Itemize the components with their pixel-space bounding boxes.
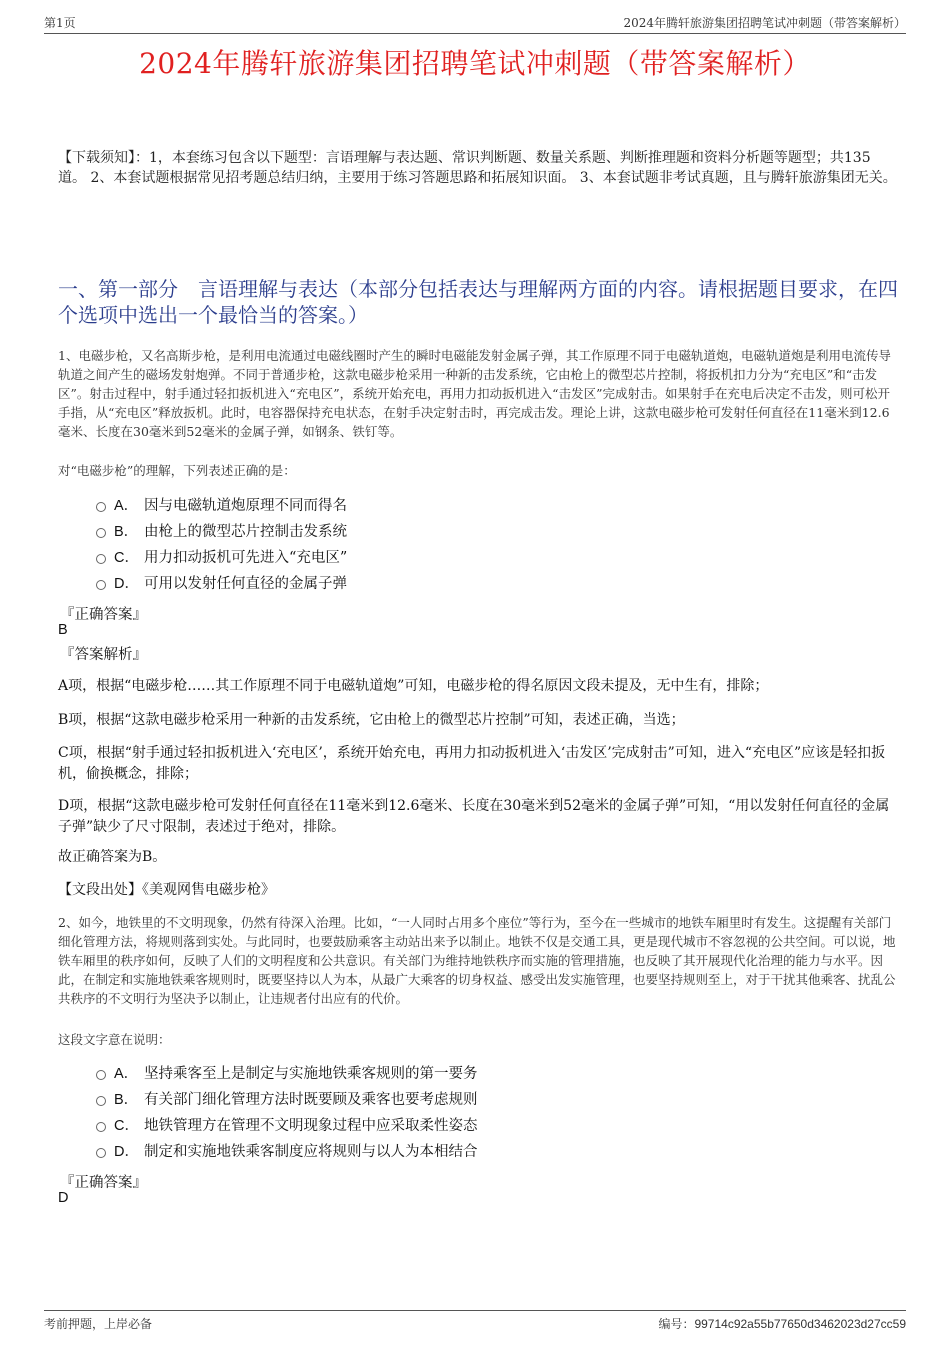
option-text: 因与电磁轨道炮原理不同而得名 bbox=[144, 498, 347, 514]
option-text: 制定和实施地铁乘客制度应将规则与以人为本相结合 bbox=[144, 1144, 478, 1160]
question-2-option-d[interactable] bbox=[96, 1141, 478, 1163]
question-2-option-c[interactable] bbox=[96, 1115, 478, 1137]
page-number: 第1页 bbox=[44, 16, 76, 30]
radio-icon[interactable] bbox=[96, 502, 106, 512]
question-1-option-a[interactable] bbox=[96, 495, 347, 517]
option-letter: A． bbox=[114, 498, 139, 514]
radio-icon[interactable] bbox=[96, 580, 106, 590]
analysis-conclusion: 故正确答案为B。 bbox=[58, 849, 167, 865]
footer-code-value: 99714c92a55b77650d3462023d27cc59 bbox=[694, 1317, 906, 1331]
option-text: 用力扣动扳机可先进入“充电区” bbox=[144, 550, 348, 566]
question-2-stem: 这段文字意在说明： bbox=[58, 1032, 171, 1047]
radio-icon[interactable] bbox=[96, 1096, 106, 1106]
radio-icon[interactable] bbox=[96, 1148, 106, 1158]
question-2-option-a[interactable] bbox=[96, 1063, 478, 1085]
header-doc-title: 2024年腾轩旅游集团招聘笔试冲刺题（带答案解析） bbox=[623, 16, 906, 30]
option-letter: D． bbox=[114, 1144, 139, 1160]
option-text: 地铁管理方在管理不文明现象过程中应采取柔性姿态 bbox=[144, 1118, 478, 1134]
analysis-line-a: A项，根据“电磁步枪……其工作原理不同于电磁轨道炮”可知，电磁步枪的得名原因文段未提及，无中生有，排除； bbox=[58, 678, 769, 694]
question-1-option-d[interactable] bbox=[96, 573, 347, 595]
option-text: 有关部门细化管理方法时既要顾及乘客也要考虑规则 bbox=[144, 1092, 478, 1108]
question-1-option-c[interactable] bbox=[96, 547, 347, 569]
question-1-option-b[interactable] bbox=[96, 521, 347, 543]
footer-slogan: 考前押题，上岸必备 bbox=[44, 1317, 153, 1331]
option-text: 由枪上的微型芯片控制击发系统 bbox=[144, 524, 347, 540]
option-letter: C． bbox=[114, 550, 139, 566]
option-letter: B． bbox=[114, 524, 139, 540]
option-text: 坚持乘客至上是制定与实施地铁乘客规则的第一要务 bbox=[144, 1066, 478, 1082]
option-letter: C． bbox=[114, 1118, 139, 1134]
footer-divider bbox=[44, 1310, 906, 1311]
footer-code bbox=[658, 1315, 906, 1332]
question-2-passage: 2、如今，地铁里的不文明现象，仍然有待深入治理。比如，“一人同时占用多个座位”等行为，至今在一些城市的地铁车厢里时有发生。这提醒有关部门细化管理方法，将规则落到实处。与此同时，也要鼓励乘客主动站出来予以制止。地铁不仅是交通工具，更是现代城市不容忽视的公共空间。可以说，地铁车厢里的秩序如何，反映了人们的文明程度和公共意识。有关部门为维持地铁秩序而实施的管理措施，也反映了其开展现代化治理的能力与水平。因此，在制定和实施地铁乘客规则时，既要坚持以人为本，从最广大乘客的切身权益、感受出发实施管理，也要坚持规则至上，对于干扰其他乘客、扰乱公共秩序的不文明行为坚决予以制止，让违规者付出应有的代价。 bbox=[58, 915, 896, 1006]
question-2-answer: D bbox=[58, 1190, 69, 1206]
analysis-line-c: C项，根据“射手通过轻扣扳机进入‘充电区’，系统开始充电，再用力扣动扳机进入‘击发区’完成射击”可知，进入“充电区”应该是轻扣扳机，偷换概念，排除； bbox=[58, 745, 886, 782]
option-letter: D． bbox=[114, 576, 139, 592]
option-letter: B． bbox=[114, 1092, 139, 1108]
radio-icon[interactable] bbox=[96, 554, 106, 564]
option-letter: A． bbox=[114, 1066, 139, 1082]
passage-source: 【文段出处】《美观网售电磁步枪》 bbox=[58, 882, 275, 898]
question-2-answer-label: 『正确答案』 bbox=[60, 1175, 147, 1191]
section-heading: 一、第一部分 言语理解与表达（本部分包括表达与理解两方面的内容。请根据题目要求，在四个选项中选出一个最恰当的答案。） bbox=[58, 277, 898, 327]
document-title: 2024年腾轩旅游集团招聘笔试冲刺题（带答案解析） bbox=[139, 47, 811, 80]
radio-icon[interactable] bbox=[96, 528, 106, 538]
download-notice: 【下载须知】：1，本套练习包含以下题型：言语理解与表达题、常识判断题、数量关系题、判断推理题和资料分析题等题型；共135道。 2、本套试题根据常见招考题总结归纳，主要用于练习答题思路和拓展知识面。 3、本套试题非考试真题，且与腾轩旅游集团无关。 bbox=[58, 150, 897, 186]
footer-code-label: 编号： bbox=[658, 1317, 695, 1331]
analysis-line-b: B项，根据“这款电磁步枪采用一种新的击发系统，它由枪上的微型芯片控制”可知，表述正确，当选； bbox=[58, 712, 685, 728]
radio-icon[interactable] bbox=[96, 1122, 106, 1132]
option-text: 可用以发射任何直径的金属子弹 bbox=[144, 576, 347, 592]
question-2-option-b[interactable] bbox=[96, 1089, 478, 1111]
question-1-passage: 1、电磁步枪，又名高斯步枪，是利用电流通过电磁线圈时产生的瞬时电磁能发射金属子弹，其工作原理不同于电磁轨道炮，电磁轨道炮是利用电流传导轨道之间产生的磁场发射炮弹。不同于普通步枪，这款电磁步枪采用一种新的击发系统，它由枪上的微型芯片控制，将扳机扣力分为“充电区”和“击发区”。射击过程中，射手通过轻扣扳机进入“充电区”，系统开始充电，再用力扣动扳机进入“击发区”完成射击。如果射手在充电后决定不击发，则可松开手指，从“充电区”释放扳机。此时，电容器保持充电状态，在射手决定射击时，再完成击发。理论上讲，这款电磁步枪可发射任何直径在11毫米到12.6毫米、长度在30毫米到52毫米的金属子弹，如钢条、铁钉等。 bbox=[58, 348, 891, 439]
header-divider bbox=[44, 33, 906, 34]
question-1-answer: B bbox=[58, 622, 68, 638]
question-1-stem: 对“电磁步枪”的理解，下列表述正确的是： bbox=[58, 463, 296, 478]
radio-icon[interactable] bbox=[96, 1070, 106, 1080]
question-1-analysis-label: 『答案解析』 bbox=[60, 647, 147, 663]
question-1-answer-label: 『正确答案』 bbox=[60, 607, 147, 623]
analysis-line-d: D项，根据“这款电磁步枪可发射任何直径在11毫米到12.6毫米、长度在30毫米到52毫米的金属子弹”可知，“用以发射任何直径的金属子弹”缺少了尺寸限制，表述过于绝对，排除。 bbox=[58, 798, 890, 835]
